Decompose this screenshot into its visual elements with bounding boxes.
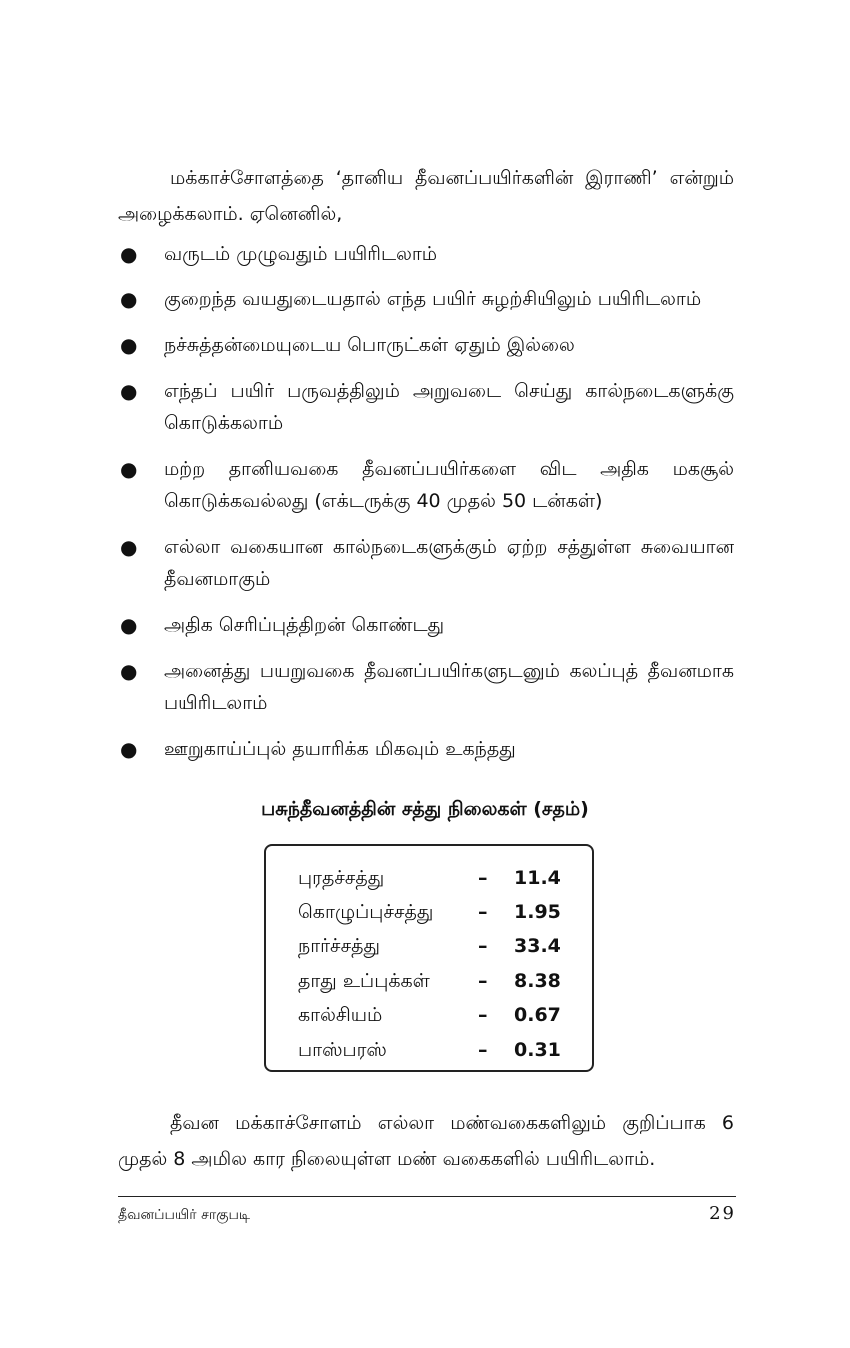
- bullet-icon: ●: [120, 659, 138, 683]
- list-item-text: அதிக செரிப்புத்திறன் கொண்டது: [164, 614, 445, 636]
- dash-separator: –: [478, 1004, 488, 1026]
- bullet-icon: ●: [120, 457, 138, 481]
- nutrient-value: 1.95: [514, 901, 561, 923]
- intro-paragraph: [118, 160, 734, 232]
- intro-text: மக்காச்சோளத்தை ‘தானிய தீவனப்பயிர்களின் இராணி’ என்றும் அழைக்கலாம். ஏனெனில்,: [118, 167, 734, 225]
- dash-separator: –: [478, 901, 488, 923]
- list-item-text: எந்தப் பயிர் பருவத்திலும் அறுவடை செய்து கால்நடைகளுக்கு கொடுக்கலாம்: [164, 380, 734, 434]
- list-item: [118, 531, 734, 595]
- nutrient-value: 0.67: [514, 1004, 561, 1026]
- dash-separator: –: [478, 935, 488, 957]
- bullet-icon: ●: [120, 242, 138, 266]
- list-item: [118, 375, 734, 439]
- nutrient-name: நார்ச்சத்து: [298, 935, 380, 957]
- list-item-text: அனைத்து பயறுவகை தீவனப்பயிர்களுடனும் கலப்புத் தீவனமாக பயிரிடலாம்: [164, 660, 734, 714]
- closing-paragraph: [118, 1105, 734, 1177]
- list-item: [118, 453, 734, 517]
- bullet-icon: ●: [120, 613, 138, 637]
- list-item-text: வருடம் முழுவதும் பயிரிடலாம்: [164, 243, 438, 265]
- table-row: [298, 1033, 578, 1067]
- dash-separator: –: [478, 867, 488, 889]
- nutrient-name: புரதச்சத்து: [298, 867, 385, 889]
- nutrient-name: பாஸ்பரஸ்: [298, 1039, 387, 1061]
- list-item-text: நச்சுத்தன்மையுடைய பொருட்கள் ஏதும் இல்லை: [164, 334, 575, 356]
- list-item: [118, 238, 734, 270]
- nutrient-name: கொழுப்புச்சத்து: [298, 901, 434, 923]
- bullet-icon: ●: [120, 379, 138, 403]
- nutrient-table-title: பசுந்தீவனத்தின் சத்து நிலைகள் (சதம்): [261, 798, 589, 820]
- table-row: [298, 964, 578, 998]
- bullet-icon: ●: [120, 535, 138, 559]
- table-row: [298, 929, 578, 963]
- nutrient-table: [264, 844, 594, 1072]
- list-item-text: ஊறுகாய்ப்புல் தயாரிக்க மிகவும் உகந்தது: [164, 738, 516, 760]
- nutrient-value: 11.4: [514, 867, 561, 889]
- bullet-icon: ●: [120, 333, 138, 357]
- list-item: [118, 283, 734, 315]
- nutrient-name: தாது உப்புக்கள்: [298, 970, 430, 992]
- bullet-icon: ●: [120, 737, 138, 761]
- nutrient-value: 33.4: [514, 935, 561, 957]
- reasons-list: [118, 238, 734, 765]
- bullet-icon: ●: [120, 287, 138, 311]
- footer-divider: [118, 1196, 736, 1197]
- list-item: [118, 733, 734, 765]
- table-row: [298, 895, 578, 929]
- list-item: [118, 609, 734, 641]
- dash-separator: –: [478, 1039, 488, 1061]
- table-row: [298, 861, 578, 895]
- closing-text: தீவன மக்காச்சோளம் எல்லா மண்வகைகளிலும் குறிப்பாக 6 முதல் 8 அமில கார நிலையுள்ள மண் வகைகளில் பயிரிடலாம்.: [118, 1112, 734, 1170]
- list-item: [118, 329, 734, 361]
- running-footer-title: தீவனப்பயிர் சாகுபடி: [118, 1207, 251, 1223]
- nutrient-name: கால்சியம்: [298, 1004, 383, 1026]
- nutrient-value: 8.38: [514, 970, 561, 992]
- list-item: [118, 655, 734, 719]
- table-row: [298, 998, 578, 1032]
- list-item-text: மற்ற தானியவகை தீவனப்பயிர்களை விட அதிக மகசூல் கொடுக்கவல்லது (எக்டருக்கு 40 முதல் 50 டன்கள்): [164, 458, 734, 512]
- list-item-text: குறைந்த வயதுடையதால் எந்த பயிர் சுழற்சியிலும் பயிரிடலாம்: [164, 288, 702, 310]
- list-item-text: எல்லா வகையான கால்நடைகளுக்கும் ஏற்ற சத்துள்ள சுவையான தீவனமாகும்: [164, 536, 734, 590]
- dash-separator: –: [478, 970, 488, 992]
- nutrient-value: 0.31: [514, 1039, 561, 1061]
- page-number: 29: [709, 1203, 736, 1224]
